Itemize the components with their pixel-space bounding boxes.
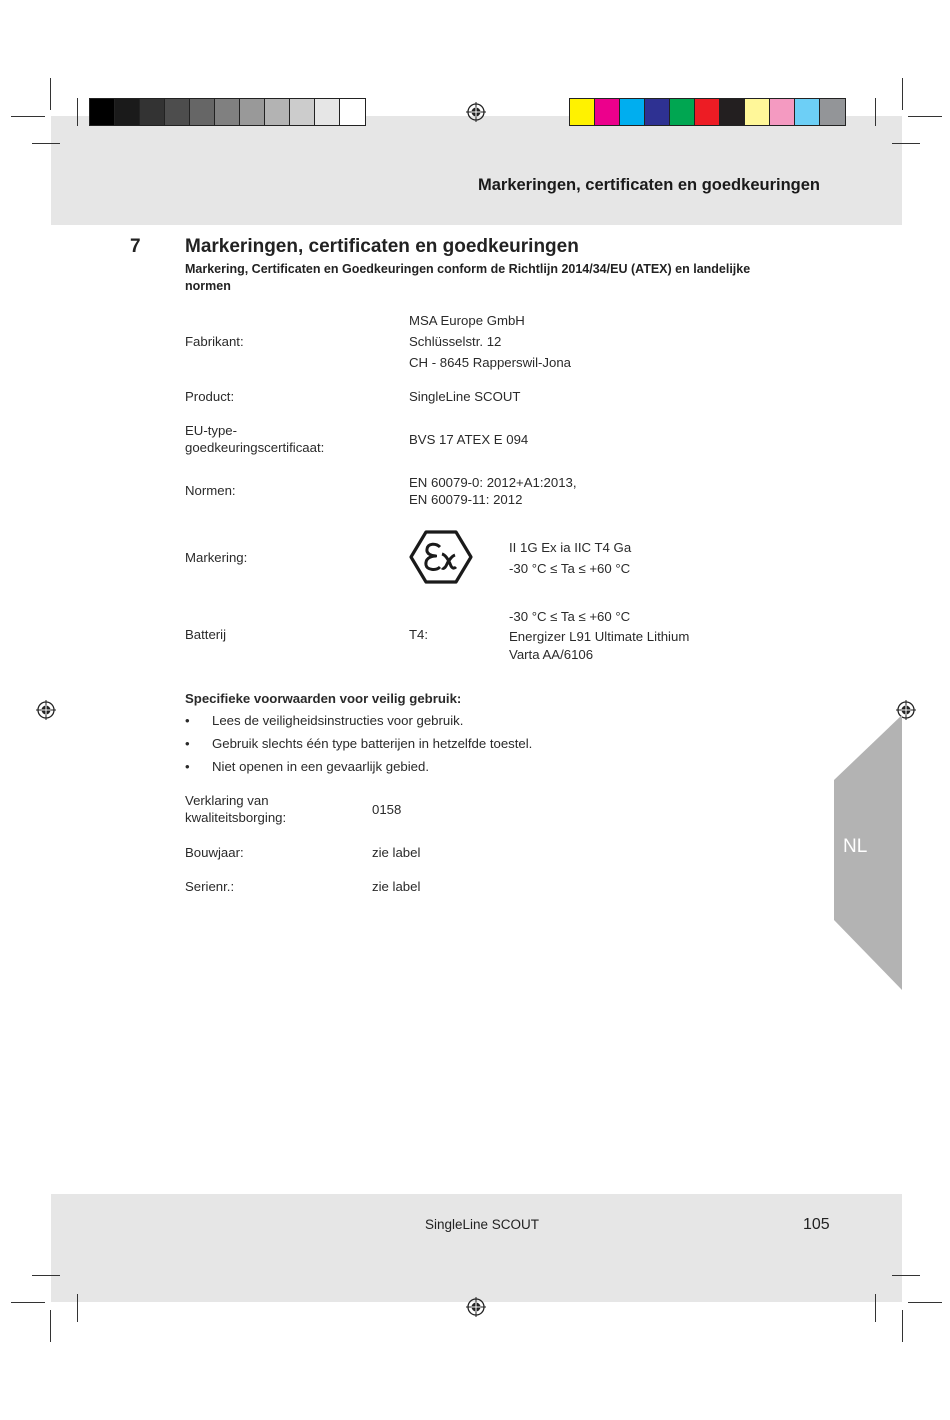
gray-swatch (165, 99, 190, 125)
color-swatch (595, 99, 620, 125)
color-swatch (770, 99, 795, 125)
crop-mark (875, 1294, 876, 1322)
registration-mark-icon (466, 1297, 486, 1317)
crop-mark (908, 1302, 942, 1303)
section-title: Markeringen, certificaten en goedkeuringen (185, 236, 579, 257)
marking-temperature: -30 °C ≤ Ta ≤ +60 °C (509, 561, 631, 576)
year-label: Bouwjaar: (185, 845, 244, 860)
product-value: SingleLine SCOUT (409, 389, 521, 404)
gray-swatch (315, 99, 340, 125)
manufacturer-name: MSA Europe GmbH (409, 313, 525, 328)
condition-item: Niet openen in een gevaarlijk gebied. (212, 759, 430, 774)
crop-mark (77, 1294, 78, 1322)
battery-label: Batterij (185, 627, 227, 642)
crop-mark (32, 1275, 60, 1276)
registration-mark-icon (466, 102, 486, 122)
serial-value: zie label (372, 879, 421, 894)
marking-code: II 1G Ex ia IIC T4 Ga (509, 540, 632, 555)
color-swatch (695, 99, 720, 125)
color-swatch (570, 99, 595, 125)
battery-type: Energizer L91 Ultimate Lithium (509, 629, 690, 644)
language-tab-label: NL (843, 836, 868, 857)
crop-mark (892, 1275, 920, 1276)
grayscale-color-bar (89, 98, 366, 126)
marking-label: Markering: (185, 550, 248, 565)
color-swatch (670, 99, 695, 125)
norm-line: EN 60079-0: 2012+A1:2013, (409, 475, 577, 490)
gray-swatch (90, 99, 115, 125)
color-swatch (820, 99, 845, 125)
condition-item: Gebruik slechts één type batterijen in hetzelfde toestel. (212, 736, 533, 751)
bullet-icon: • (185, 759, 190, 774)
section-number: 7 (130, 236, 141, 257)
color-swatch (620, 99, 645, 125)
crop-mark (32, 143, 60, 144)
crop-mark (892, 143, 920, 144)
footer-band (51, 1194, 902, 1302)
gray-swatch (240, 99, 265, 125)
product-label: Product: (185, 389, 235, 404)
certificate-label-line: goedkeuringscertificaat: (185, 440, 325, 455)
section-subtitle: Markering, Certificaten en Goedkeuringen conform de Richtlijn 2014/34/EU (ATEX) en landelijke normen (185, 262, 751, 293)
certificate-label-line: EU-type- (185, 423, 238, 438)
manufacturer-city: CH - 8645 Rapperswil-Jona (409, 355, 571, 370)
crop-mark (908, 116, 942, 117)
quality-value: 0158 (372, 802, 402, 817)
gray-swatch (115, 99, 140, 125)
color-swatch (720, 99, 745, 125)
crop-mark (11, 1302, 45, 1303)
manufacturer-label: Fabrikant: (185, 334, 244, 349)
color-swatch (645, 99, 670, 125)
crop-mark (875, 98, 876, 126)
color-swatch (745, 99, 770, 125)
crop-mark (902, 78, 903, 110)
crop-mark (902, 1310, 903, 1342)
battery-temperature: -30 °C ≤ Ta ≤ +60 °C (509, 609, 631, 624)
gray-swatch (290, 99, 315, 125)
running-header-title: Markeringen, certificaten en goedkeuringen (477, 176, 820, 194)
condition-item: Lees de veiligheidsinstructies voor gebruik. (212, 713, 464, 728)
norms-value (409, 474, 577, 508)
quality-label-line: kwaliteitsborging: (185, 810, 287, 825)
color-swatch (795, 99, 820, 125)
bullet-icon: • (185, 736, 190, 751)
bullet-icon: • (185, 713, 190, 728)
gray-swatch (340, 99, 365, 125)
certificate-label (185, 422, 324, 456)
crop-mark (50, 1310, 51, 1342)
gray-swatch (265, 99, 290, 125)
battery-temp-class: T4: (409, 627, 429, 642)
page-number: 105 (803, 1216, 830, 1233)
norms-label: Normen: (185, 483, 236, 498)
battery-type: Varta AA/6106 (509, 647, 594, 662)
process-color-bar (569, 98, 846, 126)
crop-mark (77, 98, 78, 126)
year-value: zie label (372, 845, 421, 860)
footer-product-name: SingleLine SCOUT (425, 1217, 540, 1232)
gray-swatch (140, 99, 165, 125)
norm-line: EN 60079-11: 2012 (409, 492, 523, 507)
certificate-value: BVS 17 ATEX E 094 (409, 432, 529, 447)
crop-mark (50, 78, 51, 110)
quality-label (185, 792, 286, 826)
serial-label: Serienr.: (185, 879, 235, 894)
gray-swatch (190, 99, 215, 125)
gray-swatch (215, 99, 240, 125)
conditions-heading: Specifieke voorwaarden voor veilig gebruik: (185, 691, 462, 706)
crop-mark (11, 116, 45, 117)
header-band (51, 116, 902, 225)
ex-hexagon-icon (409, 529, 473, 585)
registration-mark-icon (36, 700, 56, 720)
quality-label-line: Verklaring van (185, 793, 269, 808)
manufacturer-street: Schlüsselstr. 12 (409, 334, 502, 349)
